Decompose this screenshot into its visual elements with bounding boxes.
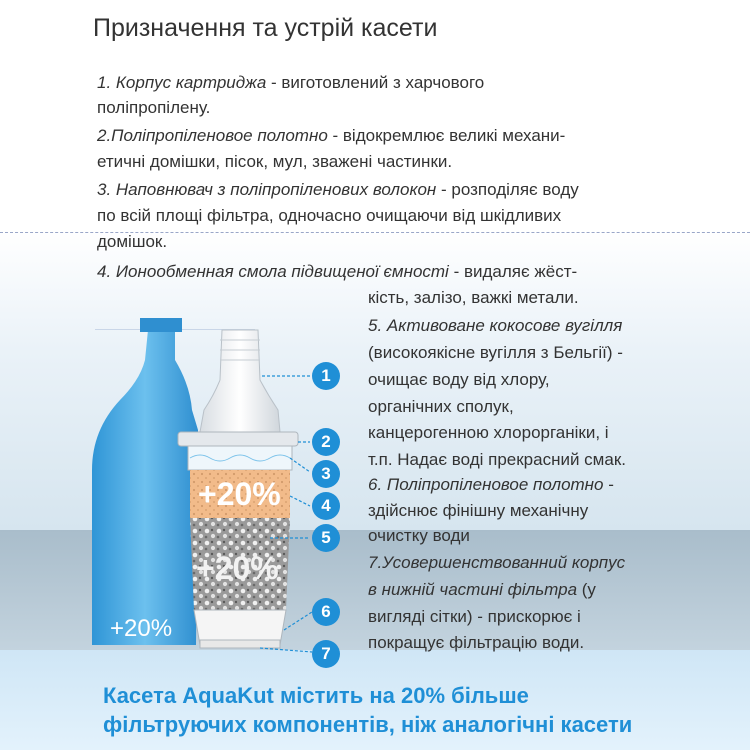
description-line: 1. Корпус картриджа - виготовлений з харчового bbox=[97, 73, 485, 92]
footer-line-2: фільтруючих компонентів, ніж аналогічні касети bbox=[103, 712, 633, 737]
description-line: домішок. bbox=[97, 232, 168, 251]
description-line: поліпропілену. bbox=[97, 98, 211, 117]
description-line: 3. Наповнювач з поліпропіленових волокон - розподіляє воду bbox=[97, 180, 579, 199]
marker-4: 4 bbox=[312, 492, 340, 520]
percent-label: +20% bbox=[110, 615, 173, 642]
description-line: кість, залізо, важкі метали. bbox=[368, 288, 579, 307]
description-line: 7.Усовершенствованний корпус bbox=[368, 553, 626, 572]
description-line: вигляді сітки) - прискорює і bbox=[368, 607, 581, 626]
page-title: Призначення та устрій касети bbox=[93, 14, 438, 42]
marker-6: 6 bbox=[312, 598, 340, 626]
marker-3: 3 bbox=[312, 460, 340, 488]
description-line: 5. Активоване кокосове вугілля bbox=[368, 316, 623, 335]
marker-2: 2 bbox=[312, 428, 340, 456]
white-cartridge bbox=[200, 330, 280, 432]
description-line: здійснює фінішну механічну bbox=[368, 501, 589, 520]
description-line: в нижній частині фільтра (у bbox=[368, 580, 596, 599]
percent-label: +20% bbox=[196, 550, 279, 586]
description-line: 4. Ионообменная смола підвищеної ємності - видаляє жёст- bbox=[97, 262, 578, 281]
description-line: 2.Поліпропіленовое полотно - відокремлює великі механи- bbox=[97, 126, 566, 145]
marker-5: 5 bbox=[312, 524, 340, 552]
description-line: (високоякісне вугілля з Бельгії) - bbox=[368, 343, 623, 362]
description-line: по всій площі фільтра, одночасно очищаючи від шкідливих bbox=[97, 206, 562, 225]
blue-cartridge bbox=[92, 330, 198, 645]
description-line: очищає воду від хлору, bbox=[368, 370, 550, 389]
description-line: очистку води bbox=[368, 526, 470, 545]
description-line: покращує фільтрацію води. bbox=[368, 633, 585, 652]
description-line: канцерогенною хлорорганіки, і bbox=[368, 423, 609, 442]
marker-7: 7 bbox=[312, 640, 340, 668]
description-line: етичні домішки, пісок, мул, зважені частинки. bbox=[97, 152, 453, 171]
description-line: 6. Поліпропіленовое полотно - bbox=[368, 475, 614, 494]
description-line: органічних сполук, bbox=[368, 397, 514, 416]
footer-line-1: Касета AquaKut містить на 20% більше bbox=[103, 683, 529, 708]
percent-label: +20% bbox=[198, 476, 281, 512]
description-line: т.п. Надає воді прекрасний смак. bbox=[368, 450, 626, 469]
marker-1: 1 bbox=[312, 362, 340, 390]
